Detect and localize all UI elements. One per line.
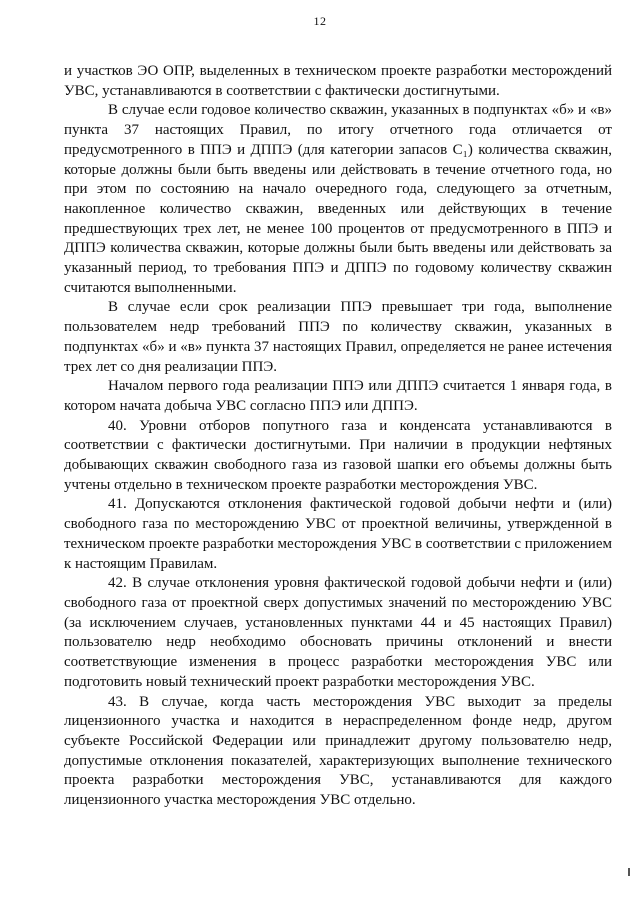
paragraph-continuation: и участков ЭО ОПР, выделенных в техническом проекте разработки месторождений УВС, устанавливаются в соответствии с фактически достигнутыми. <box>64 63 612 99</box>
paragraph-first-year-start: Началом первого года реализации ППЭ или ДППЭ считается 1 января года, в котором начата добыча УВС согласно ППЭ или ДППЭ. <box>64 378 612 414</box>
paragraph-clause-40: 40. Уровни отборов попутного газа и конденсата устанавливаются в соответствии с фактически достигнутыми. При наличии в продукции нефтяных добывающих скважин свободного газа из газовой шапки его объемы должны быть учтены отдельно в техническом проекте разработки месторождения УВС. <box>64 417 612 493</box>
page-number: 12 <box>313 14 327 28</box>
paragraph-clause-42: 42. В случае отклонения уровня фактической годовой добычи нефти и (или) свободного газа от проектной сверх допустимых значений по месторождению УВС (за исключением случаев, установленных пунктами 44 и 45 настоящих Правил) пользователю недр необходимо обосновать причины отклонений и внести соответствующие изменения в процесс разработки месторождения УВС или подготовить новый технический проект разработки месторождения УВС. <box>64 575 612 690</box>
document-body <box>64 62 612 811</box>
paragraph-well-count-deviation: В случае если годовое количество скважин, указанных в подпунктах «б» и «в» пункта 37 настоящих Правил, по итогу отчетного года отличается от предусмотренного в ППЭ и ДППЭ (для категории запасов C₁) количества скважин, которые должны были быть введены или действовать в течение отчетного года, но при этом по состоянию на начало очередного года, следующего за отчетным, накопленное количество скважин, введенных или действующих в течение предшествующих трех лет, не менее 100 процентов от предусмотренного в ППЭ и ДППЭ количества скважин, которые должны были быть введены или действовать за указанный период, то требования ППЭ и ДППЭ по годовому количеству скважин считаются выполненными. <box>64 102 612 296</box>
scan-mark <box>628 868 630 876</box>
paragraph-clause-43: 43. В случае, когда часть месторождения УВС выходит за пределы лицензионного участка и находится в нераспределенном фонде недр, другом субъекте Российской Федерации или принадлежит другому пользователю недр, допустимые отклонения показателей, характеризующих выполнение технического проекта разработки месторождения УВС, устанавливаются для каждого лицензионного участка месторождения УВС отдельно. <box>64 693 612 809</box>
paragraph-ppe-term: В случае если срок реализации ППЭ превышает три года, выполнение пользователем недр требований ППЭ по количеству скважин, указанных в подпунктах «б» и «в» пункта 37 настоящих Правил, определяется не ранее истечения трех лет со дня реализации ППЭ. <box>64 299 612 375</box>
paragraph-clause-41: 41. Допускаются отклонения фактической годовой добычи нефти и (или) свободного газа по месторождению УВС от проектной величины, утвержденной в техническом проекте разработки месторождения УВС в соответствии с приложением к настоящим Правилам. <box>64 496 612 572</box>
